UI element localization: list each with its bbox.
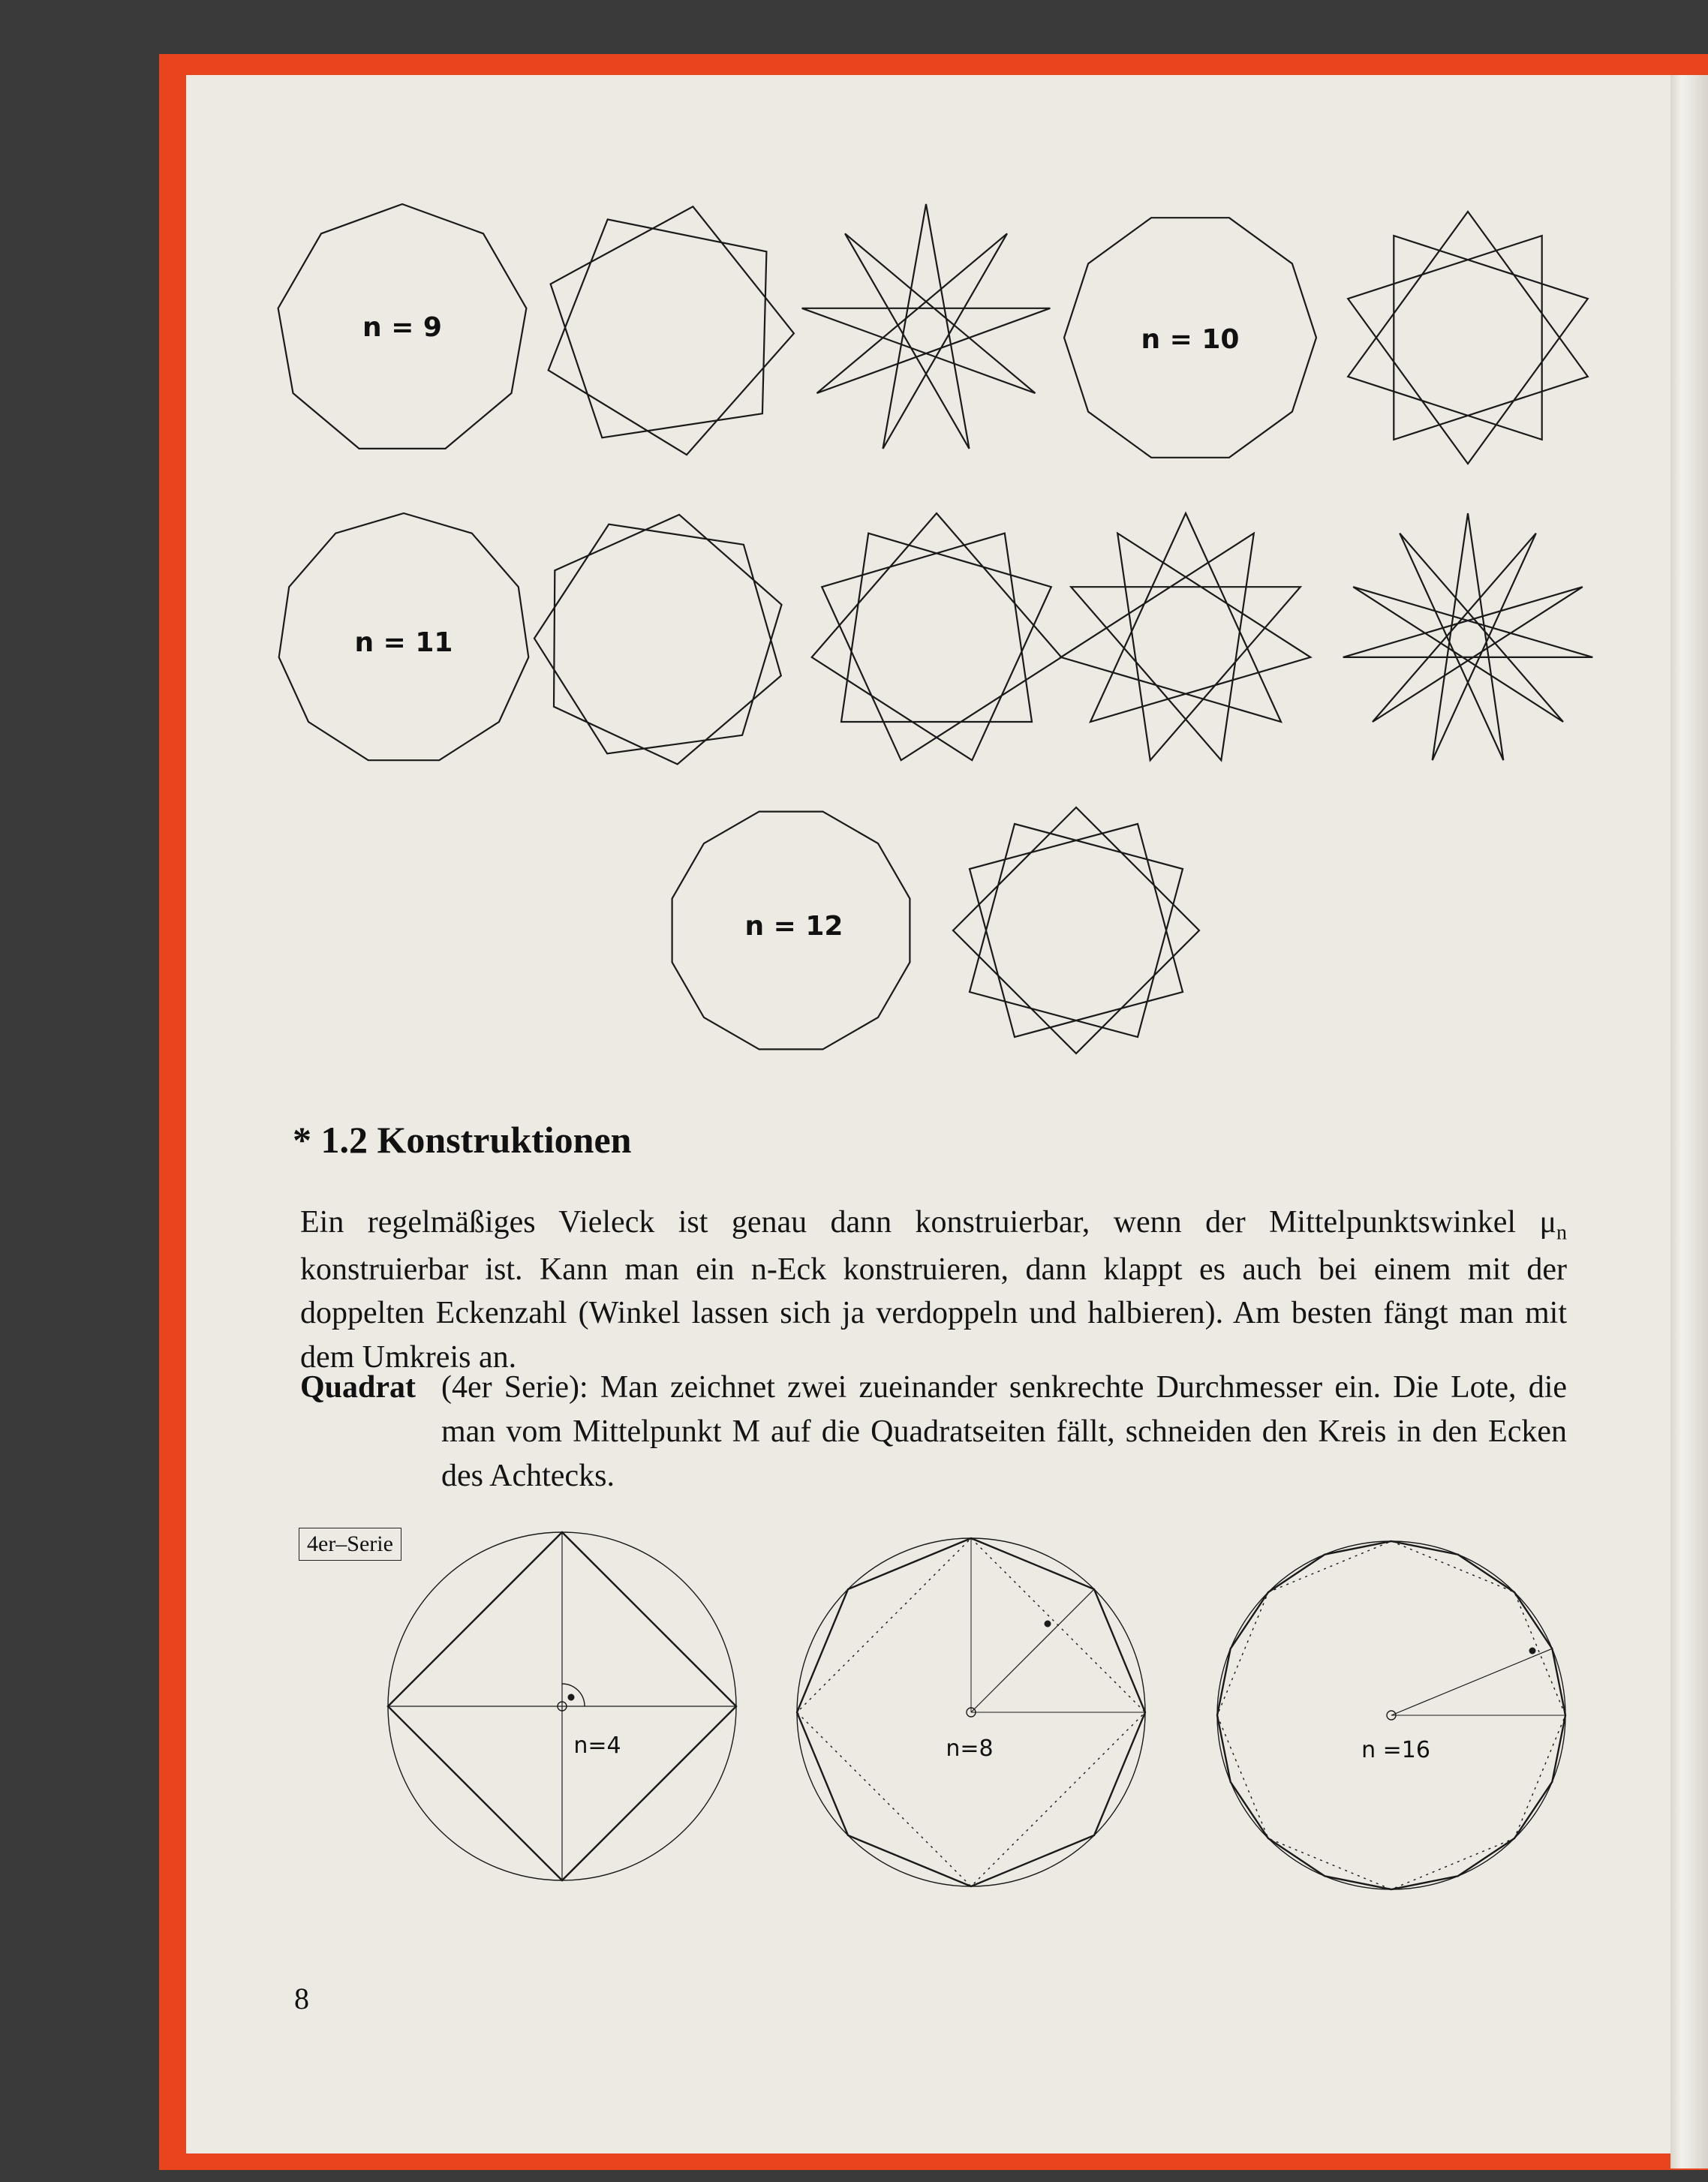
perpendicular-n16 (1391, 1649, 1552, 1715)
intro-paragraph (300, 1201, 1567, 1380)
quadrat-label: Quadrat (300, 1370, 416, 1405)
section-heading: * 1.2 Konstruktionen (293, 1119, 632, 1161)
mu-subscript: n (1556, 1221, 1567, 1245)
star-n9-step2 (549, 206, 794, 455)
angle-dot-n8 (1045, 1621, 1051, 1627)
perpendicular-n8 (971, 1589, 1094, 1712)
label-n16: n =16 (1361, 1737, 1430, 1763)
star-n9-step4 (802, 204, 1051, 449)
quadrat-text: (4er Serie): Man zeichnet zwei zueinander senkrechte Durchmesser ein. Die Lote, die man vom Mittelpunkt M auf die Quadratseiten fällt, schneiden den Kreis in den Ecken des Achtecks. (441, 1370, 1567, 1493)
star-n11-step3 (812, 513, 1062, 760)
page-number: 8 (294, 1982, 309, 2015)
series-label-box: 4er–Serie (299, 1528, 401, 1561)
label-n8: n=8 (946, 1736, 994, 1762)
star-n10-step3 (1348, 212, 1588, 464)
angle-dot-n16 (1529, 1648, 1535, 1654)
label-n4: n=4 (573, 1733, 621, 1759)
intro-text-rest: konstruierbar ist. Kann man ein n-Eck konstruieren, dann klappt es auch bei einem mit der doppelten Eckenzahl (Winkel lassen sich ja verdoppeln und halbieren). Am besten fängt man mit dem Umkreis an. (300, 1252, 1567, 1375)
label-n9: n = 9 (362, 312, 442, 343)
intro-text: Ein regelmäßiges Vieleck ist genau dann konstruierbar, wenn der Mittelpunktswinkel μ (300, 1205, 1556, 1240)
star-n11-step2 (534, 515, 782, 765)
label-n11: n = 11 (354, 627, 453, 658)
star-n11-step4 (1061, 513, 1311, 760)
label-n10: n = 10 (1141, 324, 1240, 355)
star-n11-step5 (1343, 513, 1593, 760)
star-n12-step3 (953, 807, 1199, 1053)
angle-dot-n4 (568, 1694, 574, 1700)
label-n12: n = 12 (744, 911, 843, 942)
